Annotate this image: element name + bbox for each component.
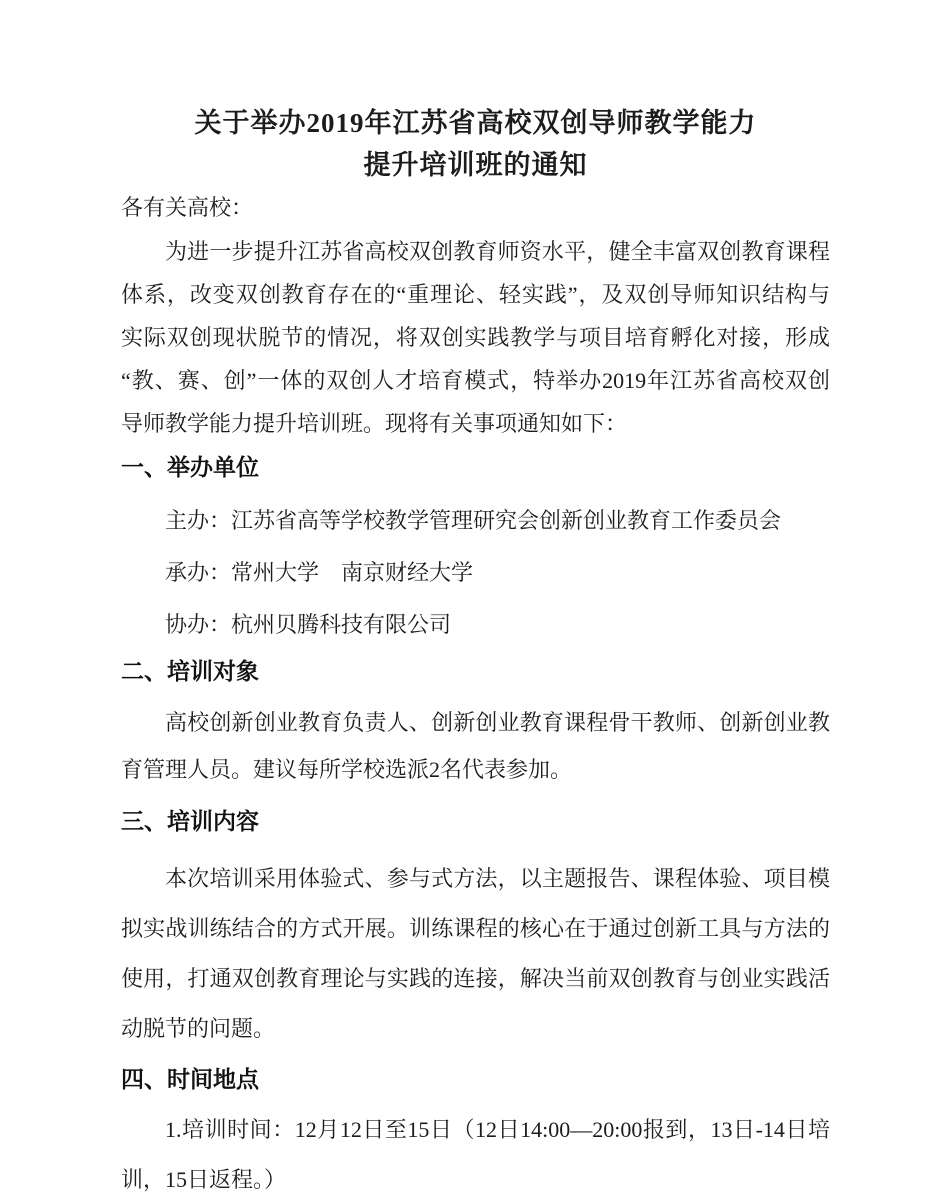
text-line: 导师教学能力提升培训班。现将有关事项通知如下： bbox=[121, 411, 628, 436]
text-line: “教、赛、创”一体的双创人才培育模式，特举办2019年江苏省高校双创 bbox=[121, 368, 830, 393]
text-line: 体系，改变双创教育存在的“重理论、轻实践”，及双创导师知识结构与 bbox=[121, 282, 830, 307]
section-heading-trainees: 二、培训对象 bbox=[121, 658, 259, 684]
organizer-undertaker: 承办：常州大学 南京财经大学 bbox=[165, 560, 474, 585]
organizer-host: 主办：江苏省高等学校教学管理研究会创新创业教育工作委员会 bbox=[165, 508, 782, 533]
time-place-paragraph bbox=[121, 1099, 830, 1200]
trainees-paragraph bbox=[121, 691, 830, 793]
text-line: 1.培训时间：12月12日至15日（12日14:00—20:00报到，13日-14日培 bbox=[165, 1117, 830, 1142]
text-line: 本次培训采用体验式、参与式方法，以主题报告、课程体验、项目模 bbox=[165, 866, 830, 891]
text-line: 拟实战训练结合的方式开展。训练课程的核心在于通过创新工具与方法的 bbox=[121, 916, 830, 941]
text-line: 高校创新创业教育负责人、创新创业教育课程骨干教师、创新创业教 bbox=[165, 710, 830, 735]
section-heading-time-place: 四、时间地点 bbox=[121, 1066, 259, 1092]
text-line: 训，15日返程。） bbox=[121, 1167, 287, 1192]
salutation: 各有关高校： bbox=[121, 195, 254, 220]
document-content bbox=[121, 0, 830, 1200]
text-line: 育管理人员。建议每所学校选派2名代表参加。 bbox=[121, 757, 573, 782]
document-title bbox=[121, 0, 830, 186]
text-line: 为进一步提升江苏省高校双创教育师资水平，健全丰富双创教育课程 bbox=[165, 239, 830, 264]
section-heading-training-content: 三、培训内容 bbox=[121, 808, 259, 834]
section-heading-organizers: 一、举办单位 bbox=[121, 454, 259, 480]
training-content-paragraph bbox=[121, 841, 830, 1054]
title-line-1: 关于举办2019年江苏省高校双创导师教学能力 bbox=[194, 108, 757, 138]
title-line-2: 提升培训班的通知 bbox=[363, 150, 588, 180]
organizers-list bbox=[121, 487, 830, 651]
text-line: 实际双创现状脱节的情况，将双创实践教学与项目培育孵化对接，形成 bbox=[121, 325, 830, 350]
text-line: 使用，打通双创教育理论与实践的连接，解决当前双创教育与创业实践活 bbox=[121, 966, 830, 991]
organizer-co-organizer: 协办：杭州贝腾科技有限公司 bbox=[165, 612, 452, 637]
text-line: 动脱节的问题。 bbox=[121, 1016, 276, 1041]
intro-paragraph bbox=[121, 230, 830, 445]
